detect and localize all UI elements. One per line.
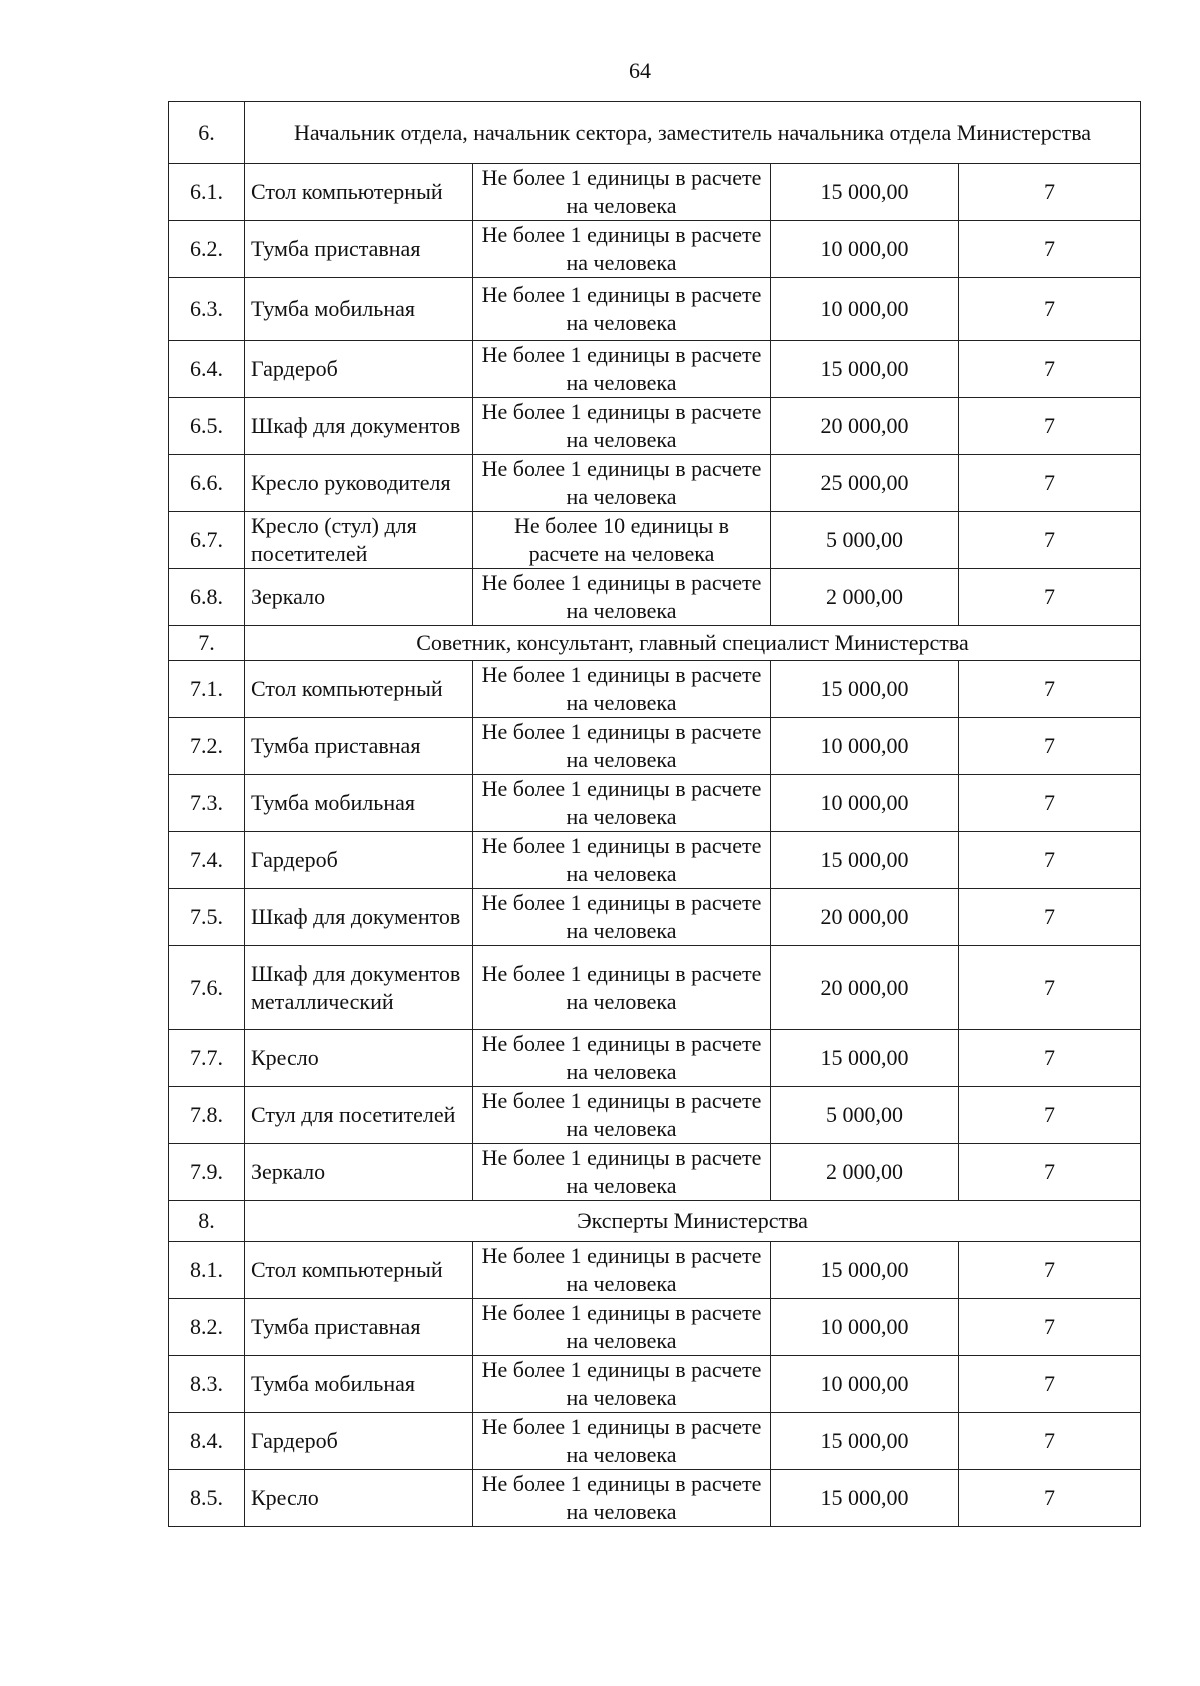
item-name: Гардероб: [245, 341, 473, 398]
item-price: 10 000,00: [771, 278, 959, 341]
row-number: 6.5.: [169, 398, 245, 455]
table-row: [169, 832, 1141, 889]
item-price: 10 000,00: [771, 718, 959, 775]
row-number: 6.8.: [169, 569, 245, 626]
item-term: 7: [959, 398, 1141, 455]
section-title: Начальник отдела, начальник сектора, заместитель начальника отдела Министерства: [245, 102, 1141, 164]
section-number: 6.: [169, 102, 245, 164]
item-norm: Не более 1 единицы в расчете на человека: [473, 1413, 771, 1470]
table-row: [169, 1087, 1141, 1144]
table-row: [169, 775, 1141, 832]
item-term: 7: [959, 718, 1141, 775]
row-number: 6.1.: [169, 164, 245, 221]
table-row: [169, 512, 1141, 569]
table-row: [169, 1242, 1141, 1299]
row-number: 7.4.: [169, 832, 245, 889]
item-price: 20 000,00: [771, 889, 959, 946]
item-price: 5 000,00: [771, 1087, 959, 1144]
table-row: [169, 278, 1141, 341]
item-name: Тумба приставная: [245, 718, 473, 775]
row-number: 8.5.: [169, 1470, 245, 1527]
table-row: [169, 1299, 1141, 1356]
item-name: Кресло: [245, 1470, 473, 1527]
table-row: [169, 1413, 1141, 1470]
item-term: 7: [959, 1030, 1141, 1087]
item-price: 20 000,00: [771, 398, 959, 455]
item-name: Шкаф для документов: [245, 398, 473, 455]
section-title: Советник, консультант, главный специалист Министерства: [245, 626, 1141, 661]
item-name: Зеркало: [245, 1144, 473, 1201]
item-norm: Не более 1 единицы в расчете на человека: [473, 1030, 771, 1087]
row-number: 7.3.: [169, 775, 245, 832]
row-number: 7.2.: [169, 718, 245, 775]
table-row: [169, 661, 1141, 718]
table-row: [169, 1470, 1141, 1527]
item-name: Стол компьютерный: [245, 164, 473, 221]
item-norm: Не более 1 единицы в расчете на человека: [473, 1087, 771, 1144]
item-term: 7: [959, 512, 1141, 569]
item-norm: Не более 1 единицы в расчете на человека: [473, 661, 771, 718]
row-number: 6.6.: [169, 455, 245, 512]
table-row: [169, 946, 1141, 1030]
item-term: 7: [959, 278, 1141, 341]
item-price: 15 000,00: [771, 832, 959, 889]
item-norm: Не более 1 единицы в расчете на человека: [473, 1356, 771, 1413]
row-number: 6.2.: [169, 221, 245, 278]
table-row: [169, 718, 1141, 775]
item-price: 15 000,00: [771, 1242, 959, 1299]
row-number: 7.9.: [169, 1144, 245, 1201]
item-price: 5 000,00: [771, 512, 959, 569]
row-number: 7.6.: [169, 946, 245, 1030]
item-term: 7: [959, 1356, 1141, 1413]
table-row: [169, 164, 1141, 221]
item-term: 7: [959, 946, 1141, 1030]
row-number: 8.2.: [169, 1299, 245, 1356]
item-name: Зеркало: [245, 569, 473, 626]
section-number: 7.: [169, 626, 245, 661]
item-name: Кресло руководителя: [245, 455, 473, 512]
item-term: 7: [959, 221, 1141, 278]
item-norm: Не более 1 единицы в расчете на человека: [473, 341, 771, 398]
item-norm: Не более 1 единицы в расчете на человека: [473, 832, 771, 889]
table-row: [169, 1356, 1141, 1413]
table-row: [169, 889, 1141, 946]
item-name: Тумба мобильная: [245, 278, 473, 341]
item-name: Гардероб: [245, 1413, 473, 1470]
item-price: 15 000,00: [771, 661, 959, 718]
item-price: 2 000,00: [771, 1144, 959, 1201]
furniture-norms-table: [168, 101, 1141, 1527]
item-price: 15 000,00: [771, 341, 959, 398]
item-norm: Не более 1 единицы в расчете на человека: [473, 164, 771, 221]
item-price: 10 000,00: [771, 221, 959, 278]
item-term: 7: [959, 889, 1141, 946]
item-name: Стул для посетителей: [245, 1087, 473, 1144]
item-term: 7: [959, 569, 1141, 626]
item-term: 7: [959, 1470, 1141, 1527]
table-row: [169, 341, 1141, 398]
row-number: 7.5.: [169, 889, 245, 946]
item-term: 7: [959, 164, 1141, 221]
item-norm: Не более 1 единицы в расчете на человека: [473, 1470, 771, 1527]
item-norm: Не более 1 единицы в расчете на человека: [473, 1242, 771, 1299]
section-title: Эксперты Министерства: [245, 1201, 1141, 1242]
table-row: [169, 455, 1141, 512]
item-norm: Не более 1 единицы в расчете на человека: [473, 946, 771, 1030]
item-norm: Не более 1 единицы в расчете на человека: [473, 221, 771, 278]
item-term: 7: [959, 1087, 1141, 1144]
page-number: 64: [629, 58, 651, 83]
item-term: 7: [959, 1242, 1141, 1299]
row-number: 7.8.: [169, 1087, 245, 1144]
item-norm: Не более 1 единицы в расчете на человека: [473, 569, 771, 626]
row-number: 6.7.: [169, 512, 245, 569]
item-price: 15 000,00: [771, 1030, 959, 1087]
item-term: 7: [959, 1299, 1141, 1356]
item-price: 2 000,00: [771, 569, 959, 626]
item-term: 7: [959, 1144, 1141, 1201]
item-price: 10 000,00: [771, 775, 959, 832]
row-number: 7.7.: [169, 1030, 245, 1087]
item-norm: Не более 1 единицы в расчете на человека: [473, 718, 771, 775]
item-term: 7: [959, 832, 1141, 889]
item-norm: Не более 1 единицы в расчете на человека: [473, 278, 771, 341]
item-name: Стол компьютерный: [245, 1242, 473, 1299]
table-row: [169, 1144, 1141, 1201]
item-price: 15 000,00: [771, 1413, 959, 1470]
item-name: Тумба мобильная: [245, 775, 473, 832]
item-price: 10 000,00: [771, 1356, 959, 1413]
table-row: [169, 1030, 1141, 1087]
item-norm: Не более 1 единицы в расчете на человека: [473, 455, 771, 512]
item-name: Стол компьютерный: [245, 661, 473, 718]
item-name: Тумба приставная: [245, 1299, 473, 1356]
row-number: 7.1.: [169, 661, 245, 718]
item-norm: Не более 1 единицы в расчете на человека: [473, 1144, 771, 1201]
item-norm: Не более 1 единицы в расчете на человека: [473, 775, 771, 832]
item-name: Гардероб: [245, 832, 473, 889]
item-price: 15 000,00: [771, 164, 959, 221]
item-name: Кресло: [245, 1030, 473, 1087]
item-term: 7: [959, 775, 1141, 832]
item-term: 7: [959, 1413, 1141, 1470]
item-price: 25 000,00: [771, 455, 959, 512]
item-norm: Не более 1 единицы в расчете на человека: [473, 1299, 771, 1356]
item-term: 7: [959, 661, 1141, 718]
item-name: Шкаф для документов: [245, 889, 473, 946]
item-price: 15 000,00: [771, 1470, 959, 1527]
table-row: [169, 221, 1141, 278]
item-norm: Не более 1 единицы в расчете на человека: [473, 398, 771, 455]
item-term: 7: [959, 455, 1141, 512]
item-term: 7: [959, 341, 1141, 398]
row-number: 8.1.: [169, 1242, 245, 1299]
item-name: Тумба мобильная: [245, 1356, 473, 1413]
item-name: Шкаф для документов металлический: [245, 946, 473, 1030]
item-price: 10 000,00: [771, 1299, 959, 1356]
item-name: Кресло (стул) для посетителей: [245, 512, 473, 569]
row-number: 8.4.: [169, 1413, 245, 1470]
section-header-row: [169, 102, 1141, 164]
section-number: 8.: [169, 1201, 245, 1242]
item-name: Тумба приставная: [245, 221, 473, 278]
item-price: 20 000,00: [771, 946, 959, 1030]
item-norm: Не более 1 единицы в расчете на человека: [473, 889, 771, 946]
table-row: [169, 398, 1141, 455]
row-number: 6.4.: [169, 341, 245, 398]
row-number: 6.3.: [169, 278, 245, 341]
section-header-row: [169, 1201, 1141, 1242]
table-row: [169, 569, 1141, 626]
section-header-row: [169, 626, 1141, 661]
row-number: 8.3.: [169, 1356, 245, 1413]
item-norm: Не более 10 единицы в расчете на человека: [473, 512, 771, 569]
